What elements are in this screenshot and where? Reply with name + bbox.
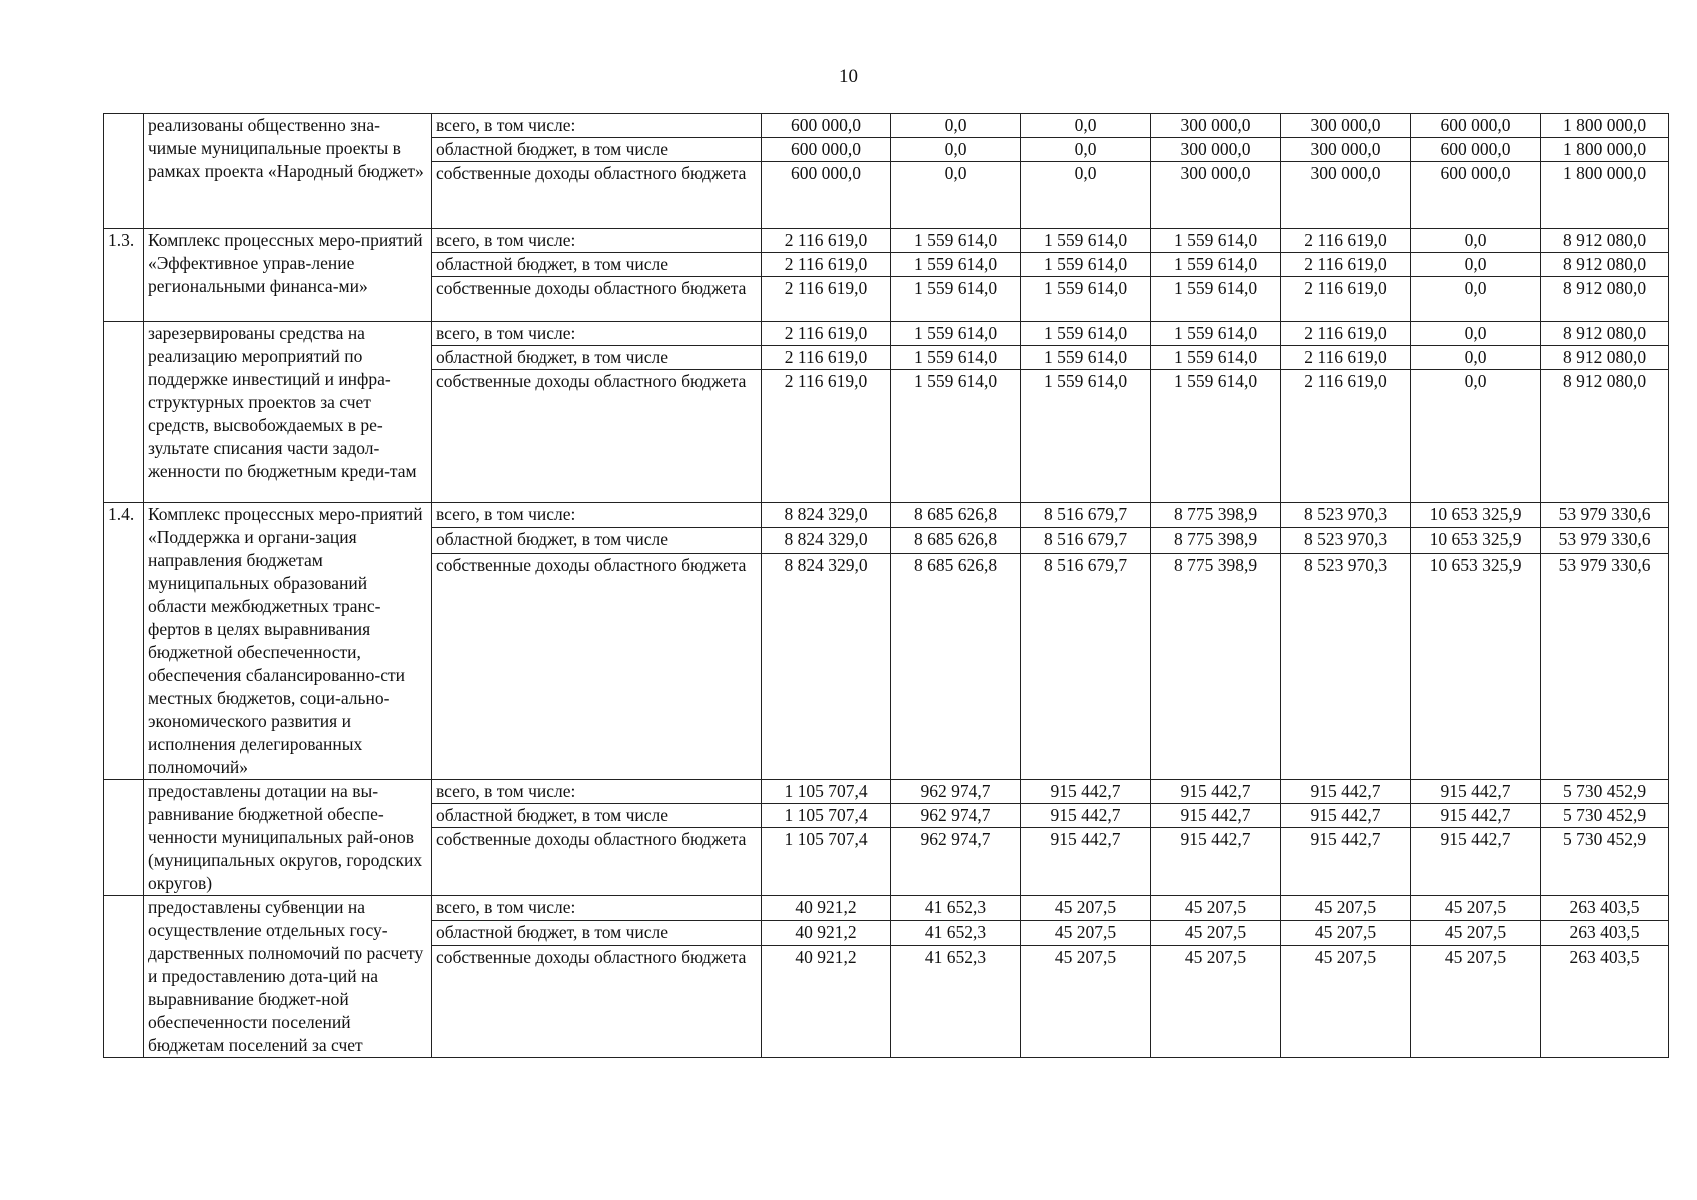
amount-cell: 41 652,3 — [891, 920, 1021, 945]
row-description: Комплекс процессных меро-приятий «Эффективное управ-ление региональными финанса-ми» — [144, 229, 432, 322]
amount-cell: 1 800 000,0 — [1541, 114, 1669, 138]
amount-cell: 915 442,7 — [1021, 828, 1151, 896]
amount-cell: 5 730 452,9 — [1541, 828, 1669, 896]
amount-cell: 2 116 619,0 — [762, 253, 891, 277]
amount-cell: 300 000,0 — [1151, 138, 1281, 162]
amount-cell: 8 516 679,7 — [1021, 528, 1151, 553]
amount-cell: 8 685 626,8 — [891, 553, 1021, 779]
amount-cell: 2 116 619,0 — [1281, 346, 1411, 370]
amount-cell: 1 559 614,0 — [1021, 346, 1151, 370]
funding-source-label: областной бюджет, в том числе — [432, 920, 762, 945]
amount-cell: 263 403,5 — [1541, 896, 1669, 921]
amount-cell: 915 442,7 — [1411, 780, 1541, 804]
funding-source-label: областной бюджет, в том числе — [432, 138, 762, 162]
funding-source-label: всего, в том числе: — [432, 896, 762, 921]
amount-cell: 8 912 080,0 — [1541, 229, 1669, 253]
amount-cell: 600 000,0 — [762, 162, 891, 229]
table-row — [104, 503, 1669, 528]
amount-cell: 5 730 452,9 — [1541, 780, 1669, 804]
table-row — [104, 322, 1669, 346]
amount-cell: 300 000,0 — [1151, 162, 1281, 229]
amount-cell: 53 979 330,6 — [1541, 503, 1669, 528]
budget-table — [103, 113, 1669, 1058]
amount-cell: 45 207,5 — [1411, 920, 1541, 945]
amount-cell: 5 730 452,9 — [1541, 804, 1669, 828]
amount-cell: 915 442,7 — [1151, 828, 1281, 896]
amount-cell: 2 116 619,0 — [762, 277, 891, 322]
funding-source-label: собственные доходы областного бюджета — [432, 553, 762, 779]
amount-cell: 8 912 080,0 — [1541, 346, 1669, 370]
amount-cell: 8 912 080,0 — [1541, 370, 1669, 503]
amount-cell: 1 559 614,0 — [891, 229, 1021, 253]
table-row — [104, 114, 1669, 138]
amount-cell: 1 559 614,0 — [1151, 370, 1281, 503]
amount-cell: 45 207,5 — [1411, 896, 1541, 921]
amount-cell: 8 912 080,0 — [1541, 253, 1669, 277]
funding-source-label: областной бюджет, в том числе — [432, 528, 762, 553]
row-description: реализованы общественно зна-чимые муниципальные проекты в рамках проекта «Народный бюджет» — [144, 114, 432, 229]
amount-cell: 8 775 398,9 — [1151, 528, 1281, 553]
amount-cell: 600 000,0 — [1411, 138, 1541, 162]
amount-cell: 0,0 — [1411, 370, 1541, 503]
amount-cell: 41 652,3 — [891, 945, 1021, 1058]
amount-cell: 8 775 398,9 — [1151, 503, 1281, 528]
amount-cell: 45 207,5 — [1411, 945, 1541, 1058]
amount-cell: 300 000,0 — [1281, 114, 1411, 138]
table-row — [104, 780, 1669, 804]
amount-cell: 1 559 614,0 — [1021, 229, 1151, 253]
amount-cell: 2 116 619,0 — [762, 229, 891, 253]
funding-source-label: собственные доходы областного бюджета — [432, 277, 762, 322]
funding-source-label: всего, в том числе: — [432, 322, 762, 346]
amount-cell: 0,0 — [1411, 253, 1541, 277]
table-row — [104, 896, 1669, 921]
amount-cell: 1 800 000,0 — [1541, 138, 1669, 162]
funding-source-label: областной бюджет, в том числе — [432, 804, 762, 828]
amount-cell: 2 116 619,0 — [1281, 277, 1411, 322]
amount-cell: 8 685 626,8 — [891, 503, 1021, 528]
amount-cell: 10 653 325,9 — [1411, 528, 1541, 553]
funding-source-label: областной бюджет, в том числе — [432, 346, 762, 370]
amount-cell: 0,0 — [1021, 138, 1151, 162]
row-code — [104, 896, 144, 1058]
amount-cell: 2 116 619,0 — [762, 322, 891, 346]
funding-source-label: собственные доходы областного бюджета — [432, 945, 762, 1058]
amount-cell: 8 516 679,7 — [1021, 503, 1151, 528]
amount-cell: 45 207,5 — [1281, 945, 1411, 1058]
amount-cell: 600 000,0 — [1411, 114, 1541, 138]
amount-cell: 2 116 619,0 — [1281, 253, 1411, 277]
amount-cell: 0,0 — [1411, 346, 1541, 370]
amount-cell: 1 559 614,0 — [1021, 322, 1151, 346]
amount-cell: 0,0 — [1411, 277, 1541, 322]
amount-cell: 915 442,7 — [1411, 804, 1541, 828]
amount-cell: 1 559 614,0 — [1151, 322, 1281, 346]
funding-source-label: областной бюджет, в том числе — [432, 253, 762, 277]
amount-cell: 1 559 614,0 — [1151, 346, 1281, 370]
amount-cell: 10 653 325,9 — [1411, 553, 1541, 779]
amount-cell: 2 116 619,0 — [762, 346, 891, 370]
amount-cell: 915 442,7 — [1411, 828, 1541, 896]
funding-source-label: всего, в том числе: — [432, 780, 762, 804]
amount-cell: 0,0 — [1411, 229, 1541, 253]
row-code — [104, 114, 144, 229]
budget-table-body — [104, 114, 1669, 1058]
amount-cell: 1 800 000,0 — [1541, 162, 1669, 229]
amount-cell: 45 207,5 — [1021, 896, 1151, 921]
amount-cell: 1 559 614,0 — [1151, 253, 1281, 277]
amount-cell: 962 974,7 — [891, 780, 1021, 804]
amount-cell: 600 000,0 — [1411, 162, 1541, 229]
amount-cell: 0,0 — [1021, 162, 1151, 229]
amount-cell: 40 921,2 — [762, 920, 891, 945]
amount-cell: 1 559 614,0 — [891, 370, 1021, 503]
amount-cell: 8 824 329,0 — [762, 528, 891, 553]
amount-cell: 8 912 080,0 — [1541, 322, 1669, 346]
amount-cell: 915 442,7 — [1021, 804, 1151, 828]
amount-cell: 8 516 679,7 — [1021, 553, 1151, 779]
amount-cell: 1 559 614,0 — [891, 346, 1021, 370]
amount-cell: 2 116 619,0 — [1281, 229, 1411, 253]
amount-cell: 45 207,5 — [1021, 920, 1151, 945]
amount-cell: 8 523 970,3 — [1281, 503, 1411, 528]
amount-cell: 1 559 614,0 — [1021, 253, 1151, 277]
funding-source-label: собственные доходы областного бюджета — [432, 828, 762, 896]
amount-cell: 45 207,5 — [1281, 920, 1411, 945]
amount-cell: 600 000,0 — [762, 114, 891, 138]
amount-cell: 962 974,7 — [891, 828, 1021, 896]
amount-cell: 1 559 614,0 — [891, 253, 1021, 277]
amount-cell: 53 979 330,6 — [1541, 553, 1669, 779]
row-code — [104, 780, 144, 896]
row-code: 1.4. — [104, 503, 144, 780]
amount-cell: 300 000,0 — [1151, 114, 1281, 138]
amount-cell: 45 207,5 — [1151, 945, 1281, 1058]
amount-cell: 300 000,0 — [1281, 162, 1411, 229]
amount-cell: 1 559 614,0 — [891, 322, 1021, 346]
amount-cell: 1 559 614,0 — [1021, 277, 1151, 322]
amount-cell: 915 442,7 — [1281, 828, 1411, 896]
amount-cell: 0,0 — [891, 138, 1021, 162]
amount-cell: 45 207,5 — [1281, 896, 1411, 921]
amount-cell: 2 116 619,0 — [1281, 370, 1411, 503]
amount-cell: 962 974,7 — [891, 804, 1021, 828]
amount-cell: 0,0 — [1021, 114, 1151, 138]
amount-cell: 40 921,2 — [762, 896, 891, 921]
amount-cell: 2 116 619,0 — [762, 370, 891, 503]
row-description: зарезервированы средства на реализацию мероприятий по поддержке инвестиций и инфра-структурных проектов за счет средств, высвобождаемых в ре-зультате списания части задол-женности по бюджетным креди-там — [144, 322, 432, 503]
amount-cell: 45 207,5 — [1151, 920, 1281, 945]
funding-source-label: всего, в том числе: — [432, 503, 762, 528]
amount-cell: 263 403,5 — [1541, 945, 1669, 1058]
amount-cell: 8 775 398,9 — [1151, 553, 1281, 779]
amount-cell: 1 559 614,0 — [1151, 229, 1281, 253]
amount-cell: 8 685 626,8 — [891, 528, 1021, 553]
funding-source-label: всего, в том числе: — [432, 114, 762, 138]
amount-cell: 8 912 080,0 — [1541, 277, 1669, 322]
amount-cell: 0,0 — [891, 162, 1021, 229]
amount-cell: 915 442,7 — [1021, 780, 1151, 804]
table-row — [104, 229, 1669, 253]
amount-cell: 2 116 619,0 — [1281, 322, 1411, 346]
amount-cell: 1 559 614,0 — [891, 277, 1021, 322]
amount-cell: 40 921,2 — [762, 945, 891, 1058]
amount-cell: 915 442,7 — [1151, 804, 1281, 828]
amount-cell: 45 207,5 — [1021, 945, 1151, 1058]
row-code — [104, 322, 144, 503]
row-description: предоставлены субвенции на осуществление отдельных госу-дарственных полномочий по расчету и предоставлению дота-ций на выравнивание бюджет-ной обеспеченности поселений бюджетам поселений за счет — [144, 896, 432, 1058]
row-code: 1.3. — [104, 229, 144, 322]
funding-source-label: собственные доходы областного бюджета — [432, 162, 762, 229]
funding-source-label: собственные доходы областного бюджета — [432, 370, 762, 503]
amount-cell: 1 105 707,4 — [762, 780, 891, 804]
row-description: предоставлены дотации на вы-равнивание бюджетной обеспе-ченности муниципальных рай-онов (муниципальных округов, городских округов) — [144, 780, 432, 896]
amount-cell: 41 652,3 — [891, 896, 1021, 921]
amount-cell: 915 442,7 — [1281, 780, 1411, 804]
amount-cell: 915 442,7 — [1151, 780, 1281, 804]
amount-cell: 0,0 — [1411, 322, 1541, 346]
amount-cell: 53 979 330,6 — [1541, 528, 1669, 553]
amount-cell: 8 824 329,0 — [762, 503, 891, 528]
amount-cell: 300 000,0 — [1281, 138, 1411, 162]
amount-cell: 8 824 329,0 — [762, 553, 891, 779]
funding-source-label: всего, в том числе: — [432, 229, 762, 253]
amount-cell: 1 559 614,0 — [1021, 370, 1151, 503]
amount-cell: 263 403,5 — [1541, 920, 1669, 945]
amount-cell: 45 207,5 — [1151, 896, 1281, 921]
amount-cell: 8 523 970,3 — [1281, 528, 1411, 553]
amount-cell: 600 000,0 — [762, 138, 891, 162]
amount-cell: 0,0 — [891, 114, 1021, 138]
amount-cell: 1 105 707,4 — [762, 804, 891, 828]
amount-cell: 10 653 325,9 — [1411, 503, 1541, 528]
page-number: 10 — [839, 66, 858, 87]
row-description: Комплекс процессных меро-приятий «Поддержка и органи-зация направления бюджетам муниципальных образований области межбюджетных транс-фертов в целях выравнивания бюджетной обеспеченности, обеспечения сбалансированно-сти местных бюджетов, соци-ально-экономического развития и исполнения делегированных полномочий» — [144, 503, 432, 780]
amount-cell: 1 105 707,4 — [762, 828, 891, 896]
amount-cell: 915 442,7 — [1281, 804, 1411, 828]
amount-cell: 8 523 970,3 — [1281, 553, 1411, 779]
amount-cell: 1 559 614,0 — [1151, 277, 1281, 322]
